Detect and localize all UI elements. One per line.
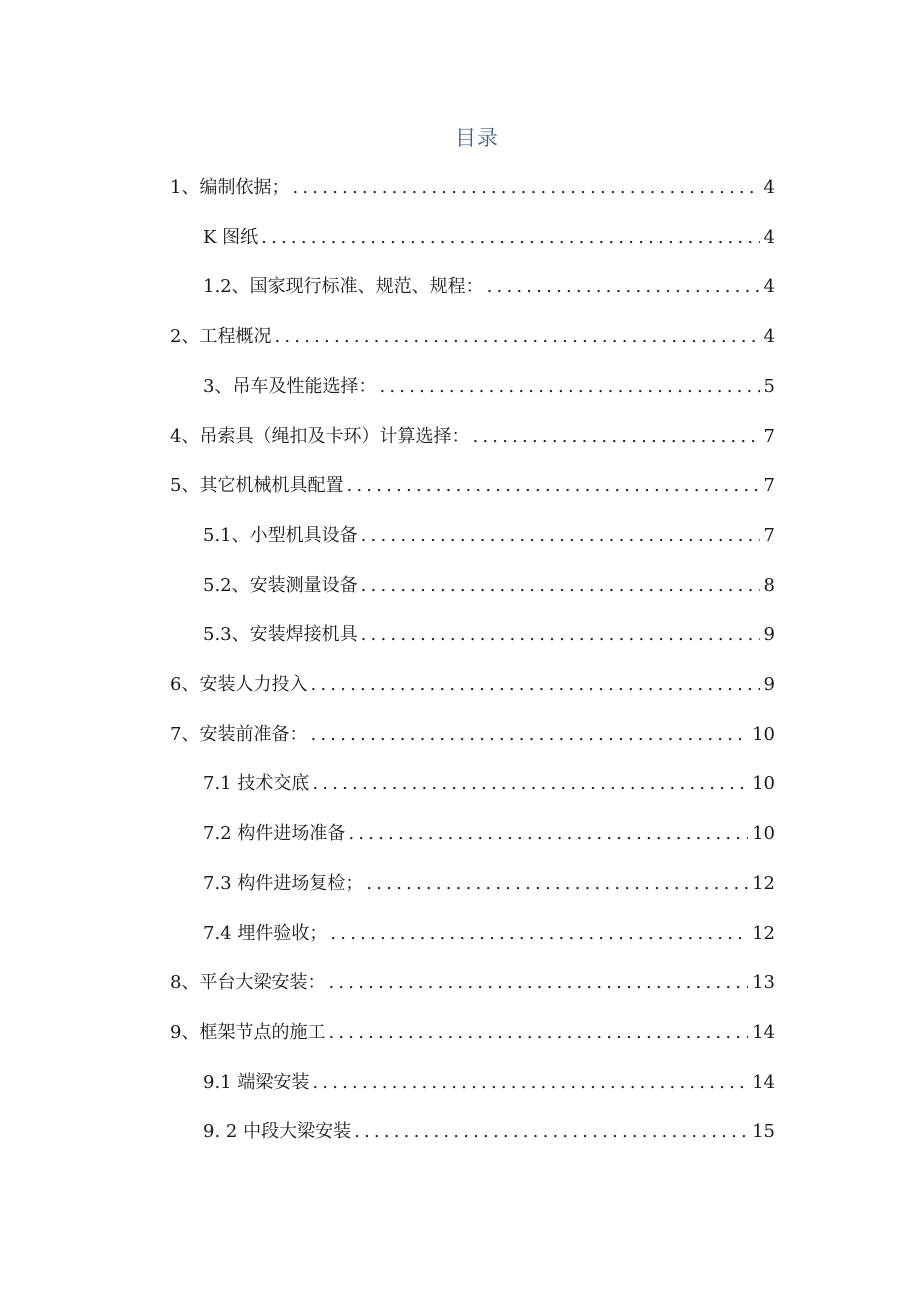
toc-entry-text: 2、工程概况	[170, 326, 272, 348]
toc-dot-leader	[274, 320, 759, 354]
toc-dot-leader	[361, 519, 760, 553]
toc-page-number: 5	[763, 375, 775, 397]
toc-entry-text: 5.3、安装焊接机具	[203, 624, 358, 646]
toc-entry-text: 9、框架节点的施工	[170, 1021, 326, 1043]
toc-entry[interactable]	[203, 618, 775, 652]
toc-page-number: 7	[763, 524, 775, 546]
toc-dot-leader	[487, 270, 760, 304]
toc-page-number: 13	[752, 972, 775, 994]
toc-entry[interactable]	[170, 320, 775, 354]
toc-entry[interactable]	[203, 917, 775, 951]
toc-entry-text: 7.4 埋件验收；	[203, 922, 328, 944]
toc-page-number: 10	[752, 823, 775, 845]
toc-entry[interactable]	[170, 718, 775, 752]
toc-entry[interactable]	[170, 668, 775, 702]
toc-entry-text: 5.2、安装测量设备	[203, 574, 358, 596]
toc-page-number: 9	[763, 624, 775, 646]
toc-dot-leader	[348, 817, 748, 851]
toc-dot-leader	[292, 171, 759, 205]
toc-page-number: 8	[763, 574, 775, 596]
toc-entry-text: 7、安装前准备：	[170, 723, 308, 745]
toc-entry[interactable]	[203, 867, 775, 901]
toc-dot-leader	[472, 420, 759, 454]
toc-entry-text: 7.1 技术交底	[203, 773, 310, 795]
toc-dot-leader	[310, 668, 759, 702]
toc-dot-leader	[361, 569, 760, 603]
toc-entry-text: 4、吊索具（绳扣及卡环）计算选择：	[170, 425, 470, 447]
toc-entry[interactable]	[203, 1115, 775, 1149]
toc-dot-leader	[361, 618, 760, 652]
toc-page-number: 7	[763, 425, 775, 447]
toc-entry-text: 8、平台大梁安装：	[170, 972, 326, 994]
toc-page-number: 4	[763, 177, 775, 198]
toc-entry-text: 7.2 构件进场准备	[203, 823, 346, 845]
toc-entry[interactable]	[203, 270, 775, 304]
toc-dot-leader	[261, 221, 759, 255]
toc-page-number: 4	[763, 226, 775, 248]
toc-entry-text: 7.3 构件进场复检；	[203, 872, 364, 894]
toc-entry-text: 9. 2 中段大梁安装	[203, 1121, 352, 1143]
toc-dot-leader	[312, 767, 748, 801]
toc-page-number: 10	[752, 723, 775, 745]
toc-page-number: 9	[763, 674, 775, 695]
toc-entry[interactable]	[170, 966, 775, 1000]
toc-page-number: 12	[752, 922, 775, 944]
toc-dot-leader	[366, 867, 748, 901]
toc-entry-text: 3、吊车及性能选择：	[203, 375, 377, 397]
toc-entry[interactable]	[170, 171, 775, 205]
toc-dot-leader	[379, 370, 759, 404]
toc-dot-leader	[330, 917, 748, 951]
toc-page-number: 15	[752, 1121, 775, 1143]
toc-entry[interactable]	[170, 1016, 775, 1050]
toc-entry[interactable]	[203, 221, 775, 255]
toc-entry-text: 5.1、小型机具设备	[203, 524, 358, 546]
toc-page-number: 12	[752, 872, 775, 894]
toc-entry-text: 5、其它机械机具配置	[170, 475, 344, 497]
toc-page-number: 10	[752, 773, 775, 795]
toc-dot-leader	[328, 1016, 748, 1050]
toc-page-number: 7	[763, 475, 775, 497]
toc-dot-leader	[312, 1066, 748, 1100]
toc-entry-text: 1.2、国家现行标准、规范、规程：	[203, 276, 484, 298]
toc-page-number: 4	[763, 276, 775, 298]
toc-entry-text: 6、安装人力投入	[170, 674, 308, 695]
toc-entry[interactable]	[203, 817, 775, 851]
toc-entry[interactable]	[203, 370, 775, 404]
toc-dot-leader	[354, 1115, 748, 1149]
toc-entry[interactable]	[203, 569, 775, 603]
toc-entry[interactable]	[170, 469, 775, 503]
toc-title: 目录	[455, 126, 499, 150]
toc-page-number: 14	[752, 1071, 775, 1093]
toc-entry[interactable]	[203, 519, 775, 553]
toc-dot-leader	[328, 966, 748, 1000]
toc-entry[interactable]	[203, 1066, 775, 1100]
toc-dot-leader	[310, 718, 748, 752]
toc-entry[interactable]	[203, 767, 775, 801]
toc-dot-leader	[346, 469, 759, 503]
toc-page-number: 4	[763, 326, 775, 348]
toc-entry-text: 9.1 端梁安装	[203, 1071, 310, 1093]
toc-entry[interactable]	[170, 420, 775, 454]
toc-entry-text: 1、编制依据；	[170, 177, 290, 198]
toc-entry-text: K 图纸	[203, 226, 259, 248]
toc-page-number: 14	[752, 1021, 775, 1043]
